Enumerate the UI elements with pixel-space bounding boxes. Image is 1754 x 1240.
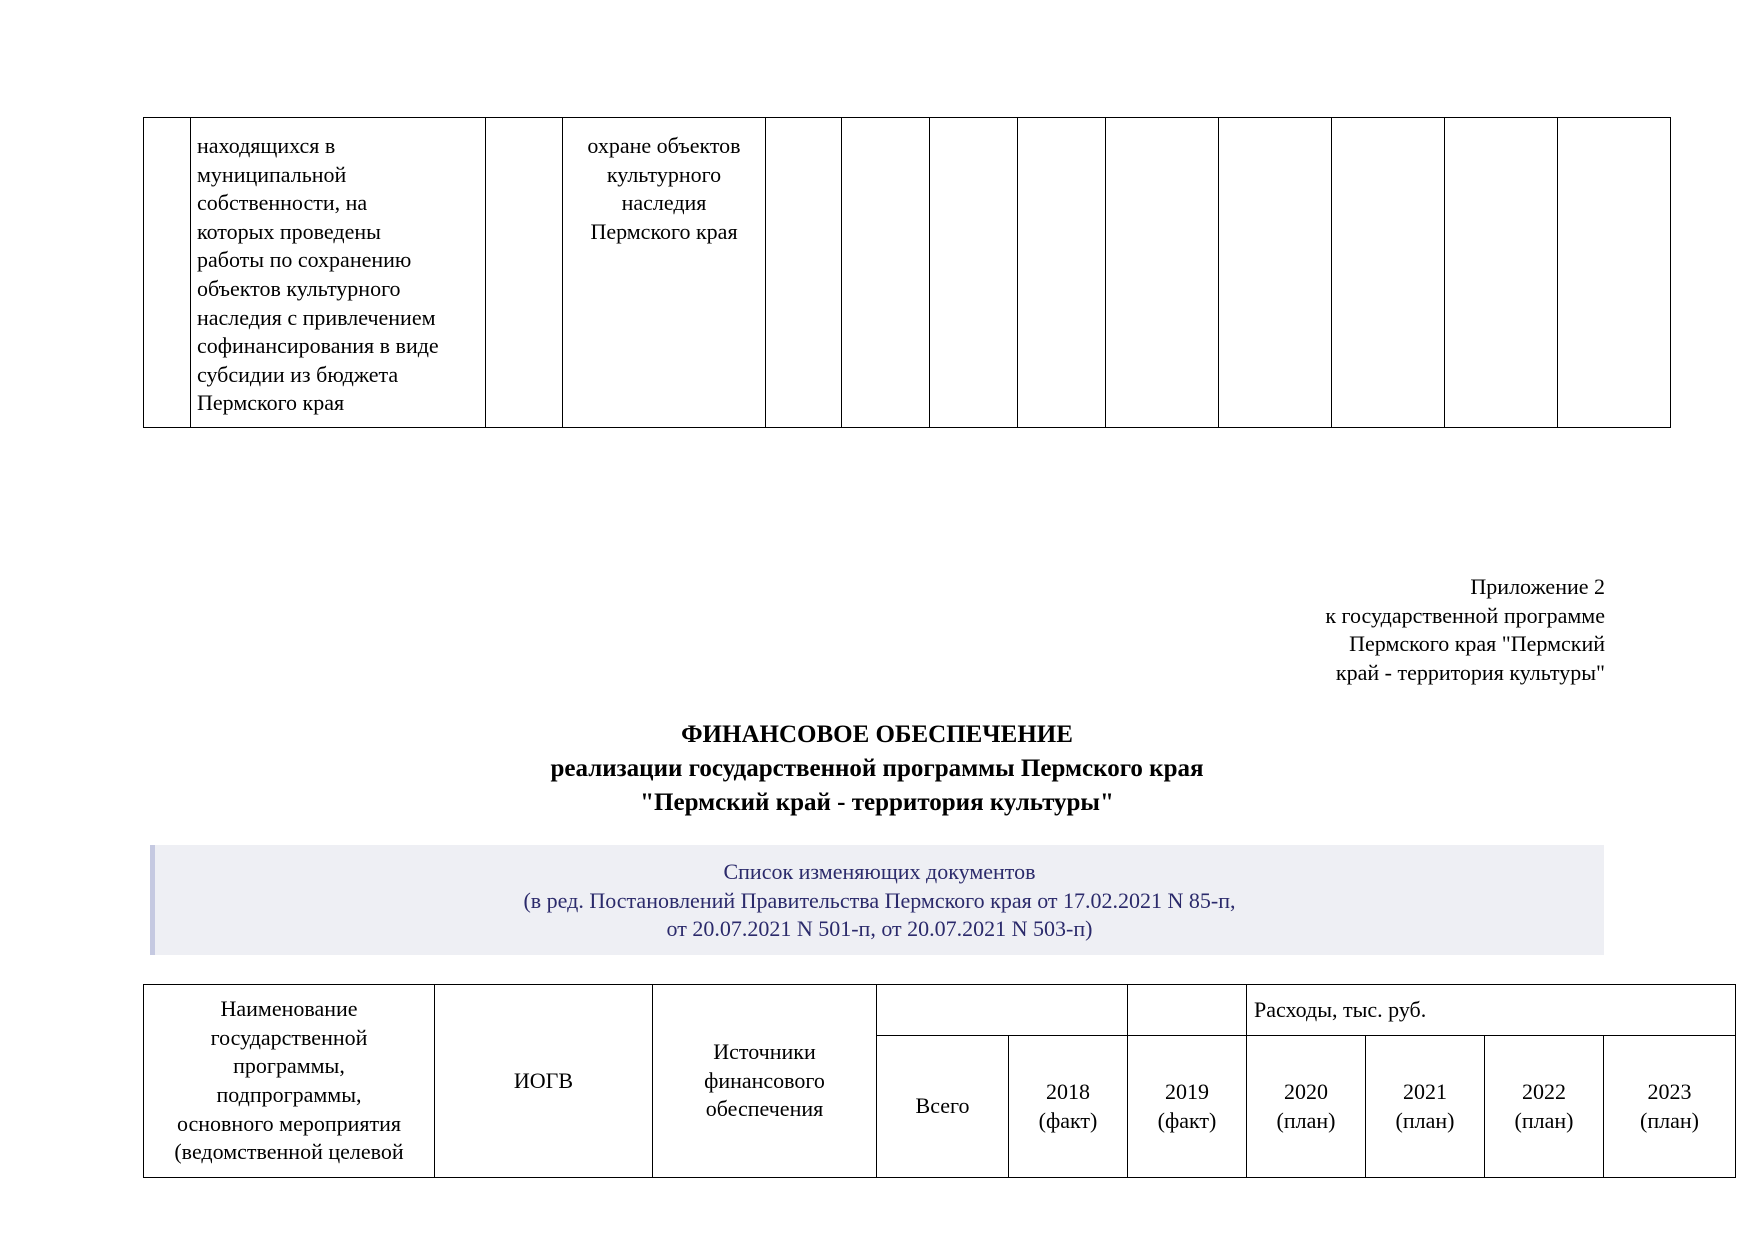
header-cell-year: 2018 (факт) [1009,1036,1128,1178]
continuation-table [143,117,1671,428]
table-cell-indicator [191,118,486,428]
header-cell-year: 2020 (план) [1247,1036,1366,1178]
indicator-text: находящихся в муниципальной собственности, на которых проведены работы по сохранению объектов культурного наследия с привлечением софинансирования в виде субсидии из бюджета Пермского края [197,133,439,416]
table-cell-empty [842,118,930,428]
header-cell-total: Всего [877,1036,1009,1178]
table-cell-responsible [563,118,766,428]
header-cell-empty [1128,985,1247,1036]
change-documents-line: от 20.07.2021 N 501-п, от 20.07.2021 N 503-п) [666,916,1093,942]
header-cell-iogv: ИОГВ [435,985,653,1178]
table-header-row [144,985,1736,1036]
header-cell-year: 2019 (факт) [1128,1036,1247,1178]
header-cell-year: 2023 (план) [1604,1036,1736,1178]
table-cell-empty [1219,118,1332,428]
change-documents-box [150,845,1604,955]
responsible-text: охране объектов культурного наследия Пермского края [587,133,741,244]
change-documents-line: (в ред. Постановлений Правительства Пермского края от 17.02.2021 N 85-п, [523,887,1236,913]
table-cell-empty [486,118,563,428]
page-title: ФИНАНСОВОЕ ОБЕСПЕЧЕНИЕ реализации государственной программы Пермского края "Пермский край - территория культуры" [550,721,1204,816]
table-cell-empty [1106,118,1219,428]
header-cell-empty [877,985,1128,1036]
header-cell-name: Наименование государственной программы, подпрограммы, основного мероприятия (ведомственной целевой [144,985,435,1178]
header-cell-expenses: Расходы, тыс. руб. [1247,985,1736,1036]
table-cell-number [144,118,191,428]
table-row [144,118,1671,428]
table-cell-empty [766,118,842,428]
table-cell-empty [1332,118,1445,428]
header-cell-year: 2021 (план) [1366,1036,1485,1178]
appendix-reference: Приложение 2 к государственной программе Пермского края "Пермский край - территория культуры" [1325,574,1605,685]
table-cell-empty [1445,118,1558,428]
header-cell-year: 2022 (план) [1485,1036,1604,1178]
table-cell-empty [930,118,1018,428]
table-cell-empty [1558,118,1671,428]
header-cell-sources: Источники финансового обеспечения [653,985,877,1178]
table-cell-empty [1018,118,1106,428]
financing-header-table [143,984,1736,1178]
change-documents-heading: Список изменяющих документов [723,859,1036,884]
